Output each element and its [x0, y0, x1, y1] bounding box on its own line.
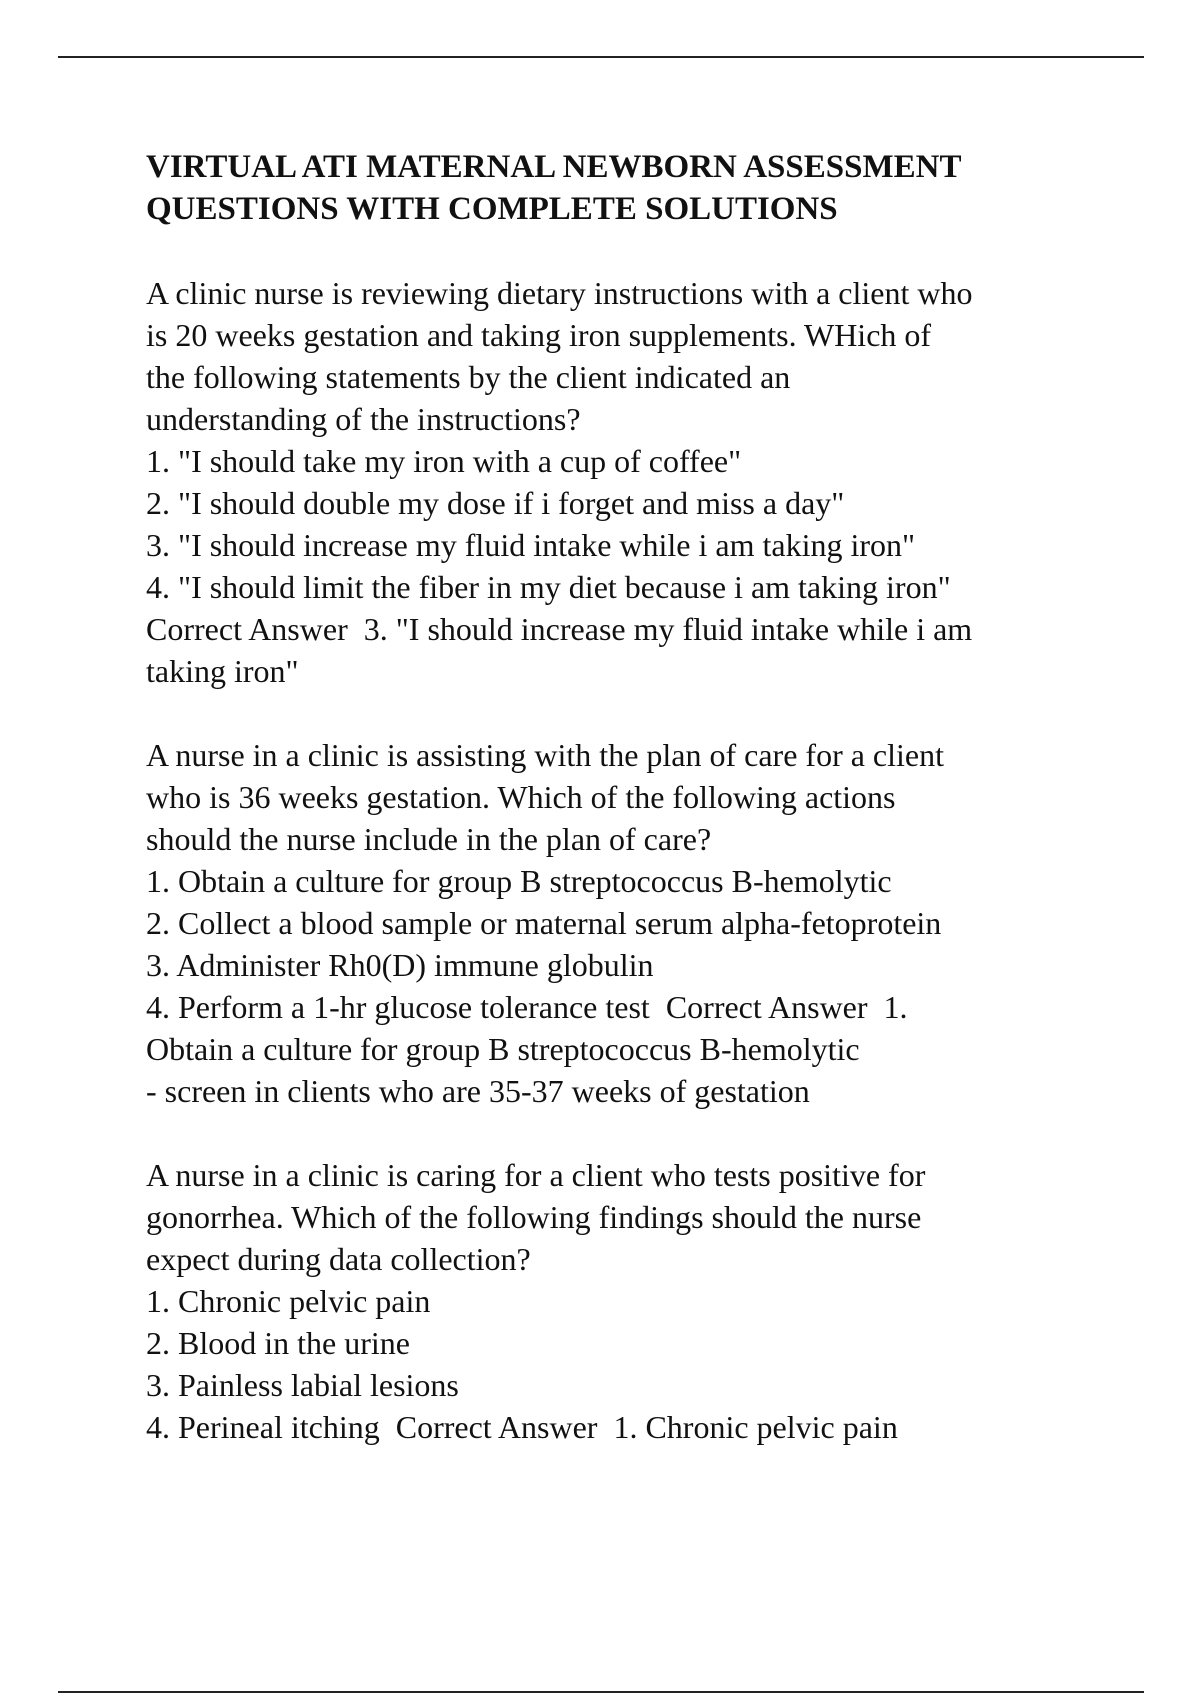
document-body [146, 146, 1146, 1448]
q1-option-1: 1. "I should take my iron with a cup of coffee" [146, 443, 742, 479]
q1-answer-line-1: Correct Answer 3. "I should increase my fluid intake while i am [146, 611, 973, 647]
q3-option-1: 1. Chronic pelvic pain [146, 1283, 431, 1319]
q2-answer-line-2: - screen in clients who are 35-37 weeks of gestation [146, 1073, 810, 1109]
q2-option-4: 4. Perform a 1-hr glucose tolerance test Correct Answer 1. [146, 989, 908, 1025]
q3-line-1: A nurse in a clinic is caring for a client who tests positive for [146, 1157, 926, 1193]
q2-line-3: should the nurse include in the plan of care? [146, 821, 712, 857]
q1-line-4: understanding of the instructions? [146, 401, 581, 437]
question-block-1 [146, 272, 1146, 692]
title-line-1: VIRTUAL ATI MATERNAL NEWBORN ASSESSMENT [146, 149, 962, 185]
q1-option-4: 4. "I should limit the fiber in my diet because i am taking iron" [146, 569, 951, 605]
q1-line-2: is 20 weeks gestation and taking iron supplements. WHich of [146, 317, 932, 353]
q1-option-3: 3. "I should increase my fluid intake while i am taking iron" [146, 527, 916, 563]
q2-line-2: who is 36 weeks gestation. Which of the following actions [146, 779, 896, 815]
q2-answer-line-1: Obtain a culture for group B streptococcus B-hemolytic [146, 1031, 860, 1067]
q3-option-3: 3. Painless labial lesions [146, 1367, 459, 1403]
q2-line-1: A nurse in a clinic is assisting with the plan of care for a client [146, 737, 944, 773]
q1-line-3: the following statements by the client indicated an [146, 359, 791, 395]
q3-line-3: expect during data collection? [146, 1241, 531, 1277]
q3-line-2: gonorrhea. Which of the following findings should the nurse [146, 1199, 922, 1235]
question-block-2 [146, 734, 1146, 1112]
q2-option-3: 3. Administer Rh0(D) immune globulin [146, 947, 654, 983]
q2-option-2: 2. Collect a blood sample or maternal serum alpha-fetoprotein [146, 905, 942, 941]
question-block-3 [146, 1154, 1146, 1448]
q1-line-1: A clinic nurse is reviewing dietary instructions with a client who [146, 275, 973, 311]
q1-answer-line-2: taking iron" [146, 653, 299, 689]
document-title [146, 146, 1146, 230]
q3-option-2: 2. Blood in the urine [146, 1325, 410, 1361]
q2-option-1: 1. Obtain a culture for group B streptococcus B-hemolytic [146, 863, 892, 899]
top-divider [58, 56, 1144, 58]
q1-option-2: 2. "I should double my dose if i forget and miss a day" [146, 485, 845, 521]
q3-option-4-answer: 4. Perineal itching Correct Answer 1. Chronic pelvic pain [146, 1409, 898, 1445]
bottom-divider [58, 1691, 1144, 1693]
title-line-2: QUESTIONS WITH COMPLETE SOLUTIONS [146, 191, 838, 227]
